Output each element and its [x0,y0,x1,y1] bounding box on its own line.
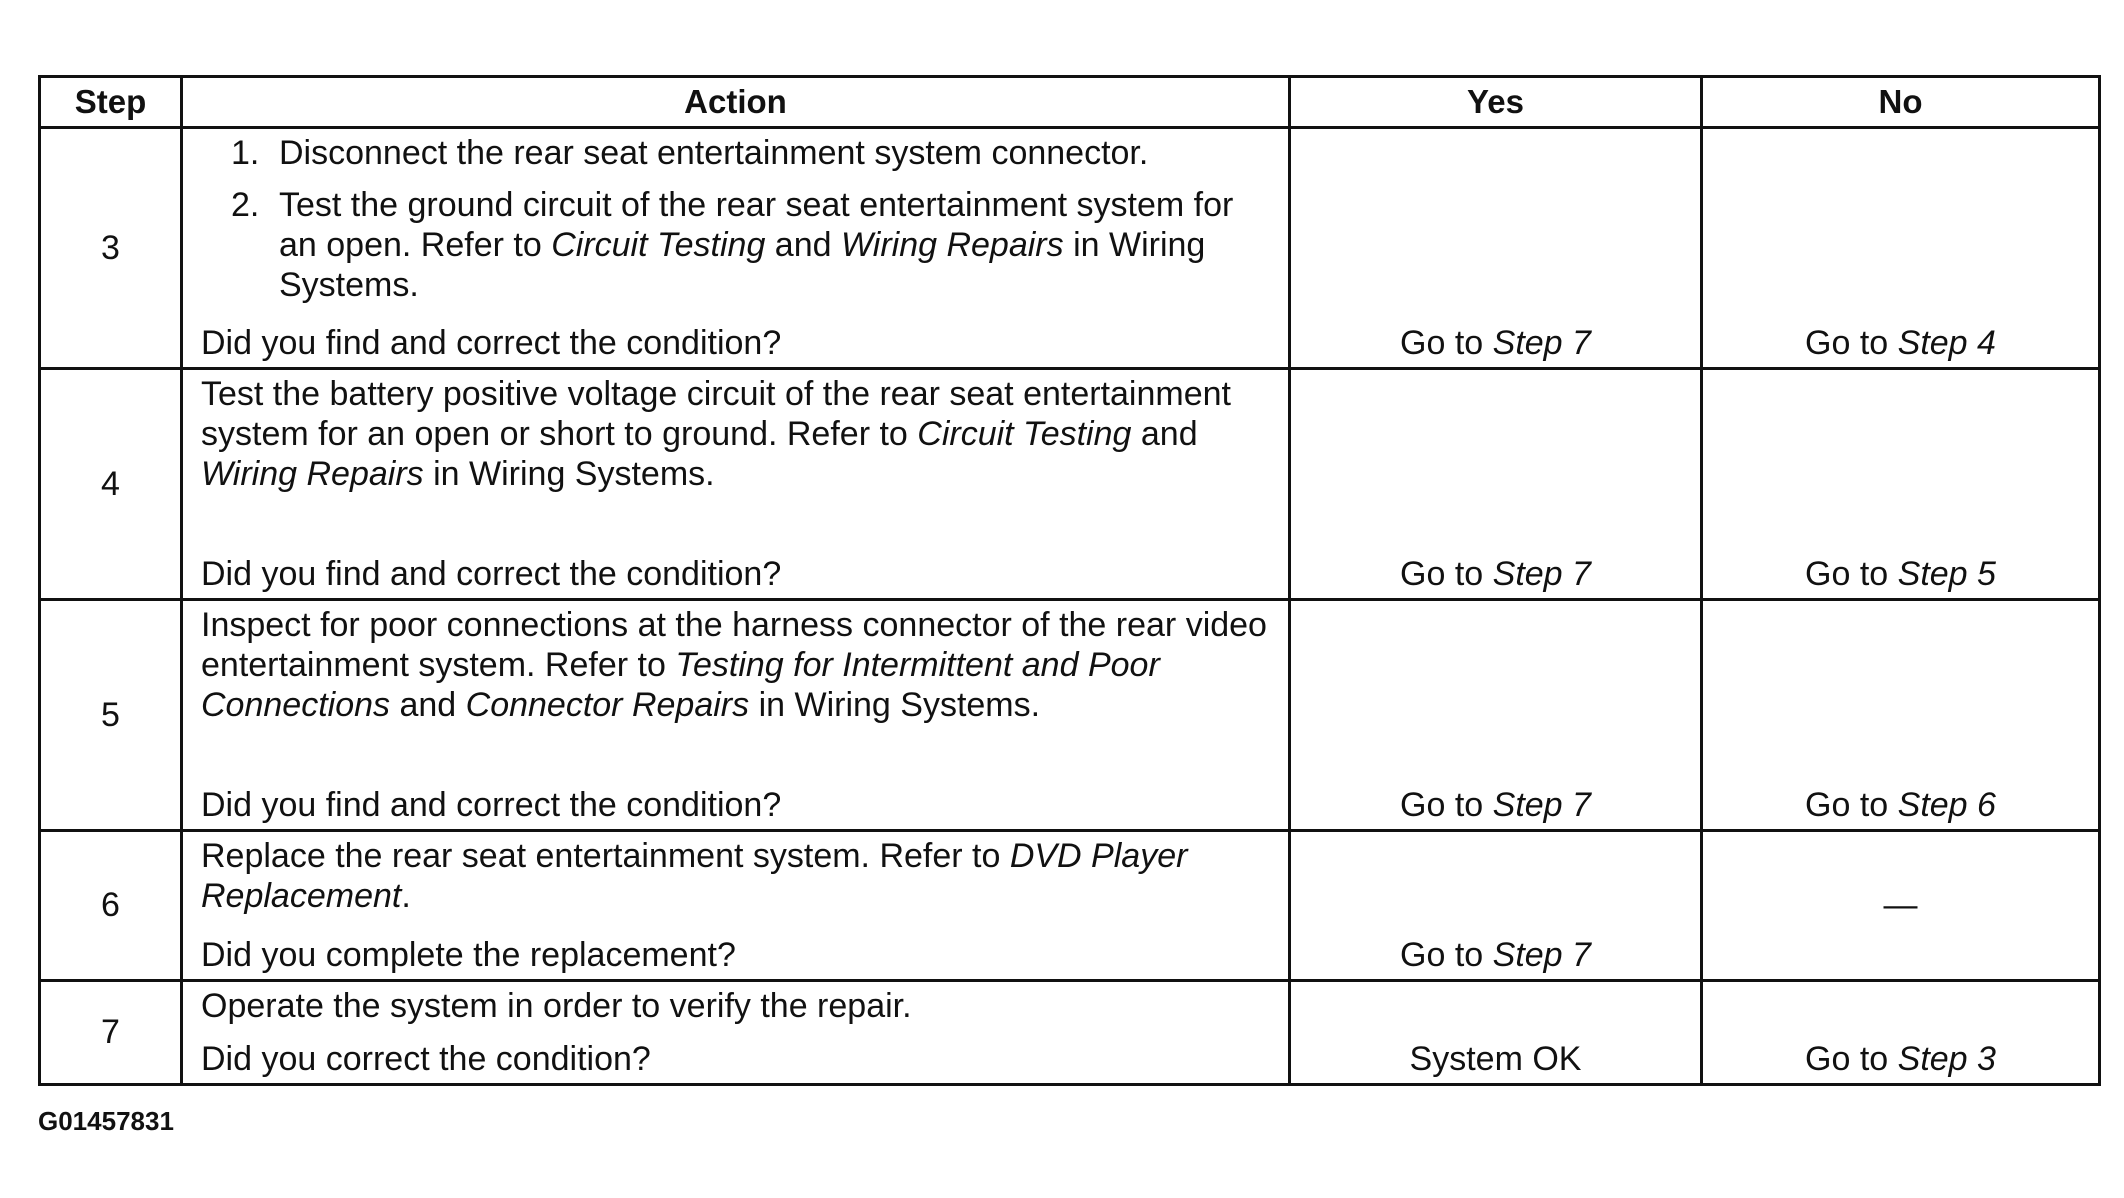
step-number: 6 [40,830,182,980]
action-cell [182,980,1290,1084]
step-link: Step 7 [1492,785,1591,824]
text-span: Test the ground circuit of the rear seat entertainment system for an open. Refer to [279,186,1234,264]
action-cell [182,830,1290,980]
text-span: and [1131,415,1198,453]
reference-link: Circuit Testing [917,415,1132,453]
question-text: Did you complete the replacement? [201,935,736,974]
yes-cell [1290,830,1702,980]
table-row [40,128,2100,369]
yes-result [1400,785,1591,825]
table-row [40,599,2100,830]
step-link: Step 7 [1492,324,1591,362]
list-text: Disconnect the rear seat entertainment system connector. [279,134,1149,172]
yes-cell [1290,599,1702,830]
text-span: and [765,226,841,264]
reference-link: Wiring Repairs [201,455,424,493]
result-prefix: Go to [1400,785,1493,824]
step-number: 5 [40,599,182,830]
result-prefix: Go to [1400,554,1493,593]
no-result [1805,323,1996,363]
reference-link: DVD Player Replacement [201,836,1188,915]
action-text [201,836,1270,916]
action-text [201,605,1270,725]
step-link: Step 7 [1492,554,1591,593]
text-span: and [390,685,466,724]
text-span: in Wiring Systems. [279,226,1206,304]
diagnostic-table [38,75,2101,1086]
header-yes: Yes [1290,77,1702,128]
result-prefix: Go to [1805,554,1898,593]
result-prefix: Go to [1805,1040,1898,1078]
question-text: Did you find and correct the condition? [201,785,782,824]
question-text: Did you find and correct the condition? [201,324,782,362]
text-span: Inspect for poor connections at the harness connector of the rear video entertainment system. Refer to [201,605,1267,684]
table-row [40,980,2100,1084]
question-text: Did you correct the condition? [201,1040,651,1078]
no-result [1805,1039,1996,1079]
result-prefix: Go to [1400,324,1493,362]
yes-result [1400,935,1591,975]
yes-result [1400,323,1591,363]
reference-link: Testing for Intermittent and Poor Connections [201,645,1160,724]
table-row [40,369,2100,600]
action-cell [182,599,1290,830]
action-text: Operate the system in order to verify the repair. [201,986,912,1025]
no-cell [1702,830,2100,980]
text-span: Test the battery positive voltage circuit of the rear seat entertainment system for an open or short to ground. Refer to [201,375,1231,453]
no-cell [1702,369,2100,600]
list-text [279,185,1270,305]
no-cell [1702,128,2100,369]
yes-cell [1290,369,1702,600]
question-text: Did you find and correct the condition? [201,554,782,593]
header-row [40,77,2100,128]
step-link: Step 7 [1492,935,1591,974]
result-prefix: Go to [1805,785,1898,824]
header-no: No [1702,77,2100,128]
action-text [201,374,1270,494]
action-cell [182,128,1290,369]
figure-id: G01457831 [38,1106,174,1136]
reference-link: Connector Repairs [465,685,750,724]
header-step: Step [40,77,182,128]
yes-result [1400,554,1591,594]
list-item [231,133,1270,173]
yes-cell [1290,128,1702,369]
no-cell [1702,599,2100,830]
text-span: Replace the rear seat entertainment system. Refer to [201,836,1010,875]
list-number: 1. [231,134,260,172]
yes-result: System OK [1409,1040,1582,1078]
result-prefix: Go to [1400,935,1493,974]
text-span: in Wiring Systems. [749,685,1041,724]
reference-link: Wiring Repairs [840,226,1064,264]
list-number: 2. [231,186,260,224]
yes-cell [1290,980,1702,1084]
no-result [1805,785,1996,825]
text-span: . [401,876,411,915]
result-prefix: Go to [1805,324,1898,362]
step-number: 4 [40,369,182,600]
header-action: Action [182,77,1290,128]
text-span: in Wiring Systems. [423,455,715,493]
action-cell [182,369,1290,600]
table-row [40,830,2100,980]
step-link: Step 5 [1897,554,1996,593]
step-number: 7 [40,980,182,1084]
step-link: Step 6 [1897,785,1996,824]
no-result [1805,554,1996,594]
step-number: 3 [40,128,182,369]
no-result-dash: — [1883,886,1918,925]
step-link: Step 4 [1897,324,1996,362]
no-cell [1702,980,2100,1084]
list-item [231,185,1270,305]
step-link: Step 3 [1897,1040,1996,1078]
reference-link: Circuit Testing [551,226,766,264]
